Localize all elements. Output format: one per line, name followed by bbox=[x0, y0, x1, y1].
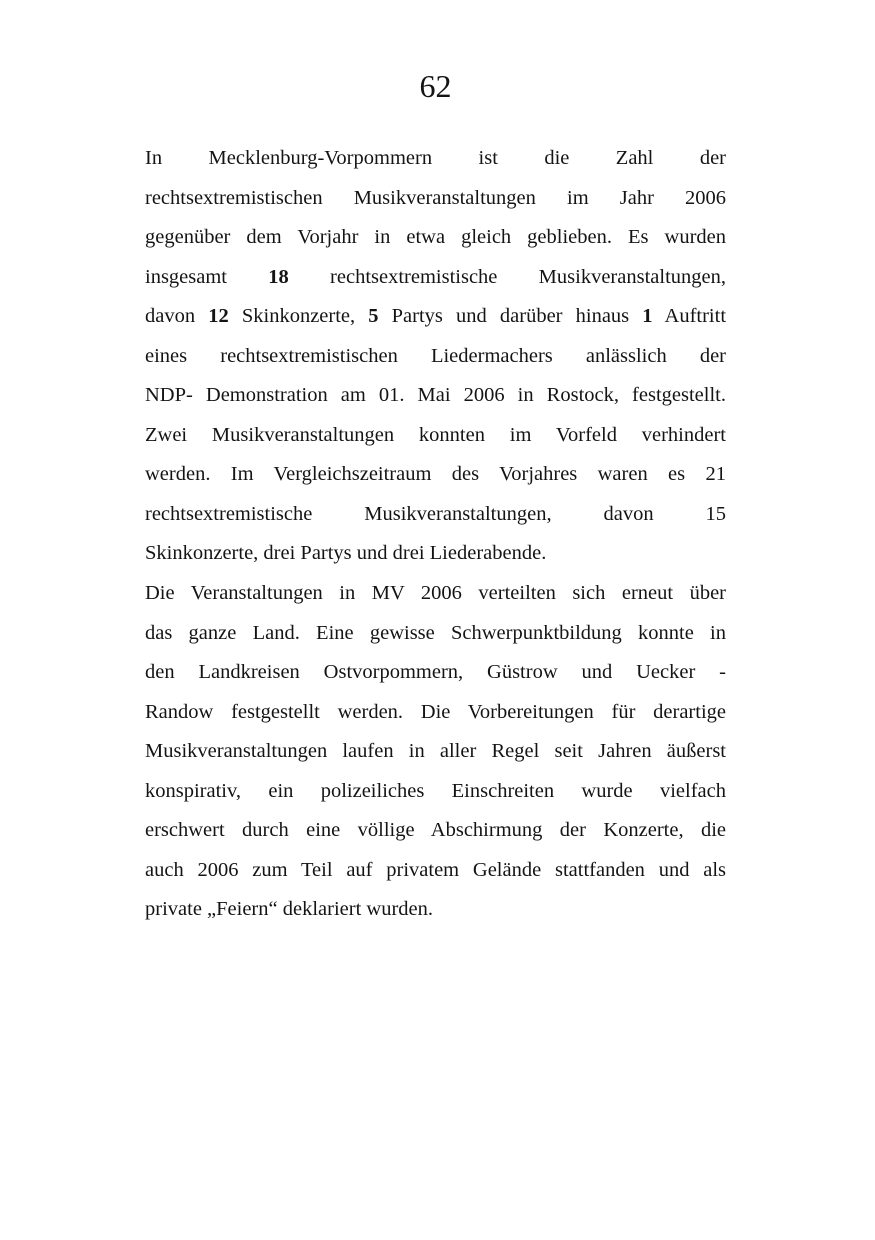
page-number: 62 bbox=[419, 68, 452, 104]
text-line: gegenüber dem Vorjahr in etwa gleich geblieben. Es wurden bbox=[145, 226, 726, 249]
text-line: Zwei Musikveranstaltungen konnten im Vorfeld verhindert bbox=[145, 423, 726, 446]
text-line: Skinkonzerte, drei Partys und drei Liederabende. bbox=[145, 542, 547, 565]
text-line: davon 12 Skinkonzerte, 5 Partys und darüber hinaus 1 Auftritt bbox=[145, 305, 726, 328]
text-line: private „Feiern“ deklariert wurden. bbox=[145, 898, 434, 921]
text-line: werden. Im Vergleichszeitraum des Vorjahres waren es 21 bbox=[145, 463, 726, 486]
text-line: insgesamt 18 rechtsextremistische Musikveranstaltungen, bbox=[145, 265, 726, 288]
text-line: Musikveranstaltungen laufen in aller Regel seit Jahren äußerst bbox=[145, 740, 726, 763]
text-line: rechtsextremistischen Musikveranstaltungen im Jahr 2006 bbox=[145, 186, 726, 209]
paragraph-music-events-statistics bbox=[145, 139, 726, 574]
paragraph-event-distribution bbox=[145, 574, 726, 930]
text-line: rechtsextremistische Musikveranstaltungen, davon 15 bbox=[145, 502, 726, 525]
text-line: In Mecklenburg-Vorpommern ist die Zahl der bbox=[145, 147, 726, 169]
bold-number: 18 bbox=[268, 265, 289, 288]
text-line: Die Veranstaltungen in MV 2006 verteilten sich erneut über bbox=[145, 582, 726, 605]
bold-number: 5 bbox=[368, 305, 379, 328]
bold-number: 1 bbox=[642, 305, 653, 328]
text-line: erschwert durch eine völlige Abschirmung der Konzerte, die bbox=[145, 819, 726, 842]
text-line: das ganze Land. Eine gewisse Schwerpunktbildung konnte in bbox=[145, 621, 726, 644]
body-text bbox=[145, 139, 726, 930]
text-line: eines rechtsextremistischen Liedermachers anlässlich der bbox=[145, 344, 726, 367]
text-line: Randow festgestellt werden. Die Vorbereitungen für derartige bbox=[145, 700, 726, 723]
text-line: den Landkreisen Ostvorpommern, Güstrow und Uecker - bbox=[145, 661, 726, 684]
text-line: NDP- Demonstration am 01. Mai 2006 in Rostock, festgestellt. bbox=[145, 384, 726, 407]
text-line: auch 2006 zum Teil auf privatem Gelände stattfanden und als bbox=[145, 858, 726, 881]
bold-number: 12 bbox=[208, 305, 229, 328]
text-line: konspirativ, ein polizeiliches Einschreiten wurde vielfach bbox=[145, 779, 726, 802]
